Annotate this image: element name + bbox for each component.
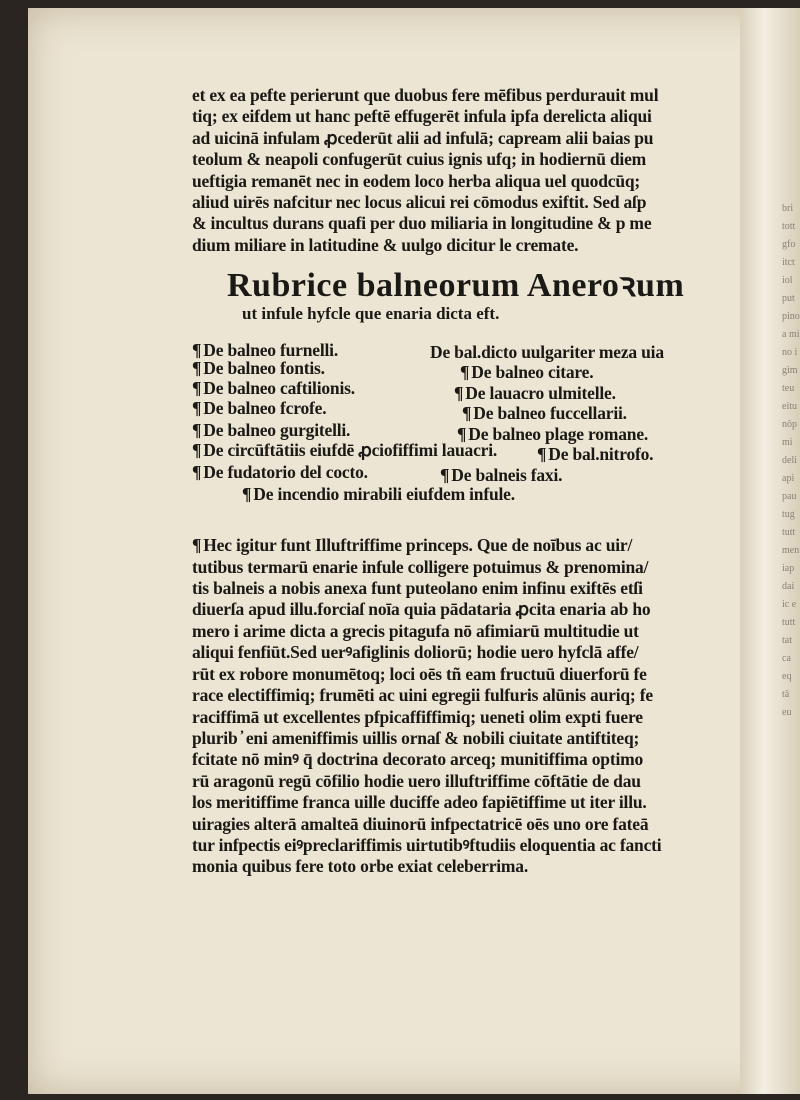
- rubric-item: [192, 358, 325, 378]
- section-subheading: ut infule hyfcle que enaria dicta eft.: [242, 304, 500, 324]
- rubric-label: De fudatorio del cocto.: [203, 462, 368, 483]
- rubric-item: [192, 340, 338, 360]
- margin-fragment: tat: [782, 635, 792, 646]
- body-line: [192, 835, 747, 856]
- rubric-item: [192, 378, 355, 398]
- body-line-text: aliqui fenfiūt.Sed uerꝰafiglinis doliorū; hodie uero hyfclā affe/: [192, 642, 639, 663]
- printed-page: [192, 85, 747, 878]
- pilcrow-mark: ¶: [192, 535, 202, 556]
- margin-fragment: dai: [782, 581, 795, 592]
- rubric-label: De balneo fontis.: [203, 358, 325, 379]
- rubric-item: [454, 383, 616, 403]
- margin-fragment: tā: [782, 689, 790, 700]
- rubric-label: De balneo fuccellarii.: [473, 403, 627, 424]
- intro-line: aliud uirēs nafcitur nec locus alicui rei cōmodus exiftit. Sed aſp: [192, 192, 647, 213]
- body-line-text: race electiffimiq; frumēti ac uini egregii fulfuris alūnis auriq; fe: [192, 685, 653, 706]
- adjacent-page-fragments: [782, 200, 798, 1060]
- intro-line: ad uicinā infulam ꝓcederūt alii ad infulā; capream alii baias pu: [192, 127, 654, 148]
- body-line: [192, 642, 747, 663]
- rubric-label: De balneo caftilionis.: [203, 378, 355, 399]
- intro-line: teolum & neapoli confugerūt cuius ignis ufq; in hodiernū diem: [192, 149, 647, 170]
- body-line-text: tutibus termarū enarie infule colligere potuimus & prenomina/: [192, 556, 649, 577]
- margin-fragment: gfo: [782, 239, 796, 250]
- margin-fragment: no i: [782, 347, 798, 358]
- margin-fragment: iap: [782, 563, 795, 574]
- rubric-label: De lauacro ulmitelle.: [465, 383, 616, 404]
- body-line: [192, 856, 747, 877]
- margin-fragment: a mi: [782, 329, 800, 340]
- rubric-label: De balneo citare.: [471, 362, 594, 383]
- pilcrow-mark: ¶: [242, 484, 252, 505]
- margin-fragment: teu: [782, 383, 795, 394]
- body-line: [192, 749, 747, 770]
- margin-fragment: iol: [782, 275, 793, 286]
- pilcrow-mark: ¶: [460, 362, 470, 383]
- body-line-text: plurib ̓ eni ameniffimis uillis ornaſ & nobili ciuitate antiftiteq;: [192, 727, 640, 748]
- rubric-item: [192, 398, 326, 418]
- margin-fragment: pino: [782, 311, 800, 322]
- rubric-label: De bal.dicto uulgariter meza uia: [430, 342, 664, 363]
- margin-fragment: tutt: [782, 527, 796, 538]
- section-heading: Rubrice balneorum Aneroꝛum: [227, 267, 685, 305]
- body-line-text: raciffimā ut excellentes pfpicaffiffimiq; ueneti olim expti fuere: [192, 706, 643, 727]
- margin-fragment: nōp: [782, 419, 797, 430]
- margin-fragment: eu: [782, 707, 792, 718]
- intro-line: tiq; ex eifdem ut hanc peftē effugerēt infula ipfa derelicta aliqui: [192, 106, 652, 127]
- rubric-item: [192, 440, 497, 460]
- body-line: [192, 621, 747, 642]
- body-line: [192, 728, 747, 749]
- pilcrow-mark: ¶: [192, 420, 202, 441]
- margin-fragment: ic e: [782, 599, 797, 610]
- margin-fragment: pau: [782, 491, 797, 502]
- margin-fragment: mi: [782, 437, 793, 448]
- rubric-item: [192, 462, 368, 482]
- rubric-item: [537, 444, 653, 464]
- pilcrow-mark: ¶: [192, 358, 202, 379]
- rubric-item: [242, 484, 515, 504]
- rubric-item: [460, 362, 593, 382]
- body-line: [192, 664, 747, 685]
- body-line: [192, 814, 747, 835]
- body-line-text: tur infpectis eiꝰpreclariffimis uirtutibꝰftudiis eloquentia ac fancti: [192, 834, 662, 855]
- intro-line: ueftigia remanēt nec in eodem loco herba aliqua uel quodcūq;: [192, 170, 641, 191]
- margin-fragment: ca: [782, 653, 791, 664]
- margin-fragment: eq: [782, 671, 792, 682]
- pilcrow-mark: ¶: [457, 424, 467, 445]
- body-line-text: monia quibus fere toto orbe exiat celeberrima.: [192, 856, 529, 877]
- margin-fragment: men: [782, 545, 800, 556]
- rubric-list: [192, 340, 747, 535]
- body-line-text: rūt ex robore monumētoq; loci oēs tñ eam fructuū diuerforū fe: [192, 663, 647, 684]
- body-line-text: mero i arime dicta a grecis pitagufa nō afimiarū multitudie ut: [192, 620, 639, 641]
- body-line-text: fcitate nō minꝰ q̄ doctrina decorato arceq; munitiffima optimo: [192, 749, 644, 770]
- intro-paragraph: [192, 85, 747, 256]
- rubric-item: [430, 342, 664, 362]
- body-line: [192, 707, 747, 728]
- rubric-label: De balneo gurgitelli.: [203, 420, 351, 441]
- pilcrow-mark: ¶: [454, 383, 464, 404]
- body-line: [192, 578, 747, 599]
- intro-line: et ex ea pefte perierunt que duobus fere mēfibus perdurauit mul: [192, 85, 659, 105]
- body-line: [192, 599, 747, 620]
- body-line: [192, 792, 747, 813]
- pilcrow-mark: ¶: [192, 398, 202, 419]
- pilcrow-mark: ¶: [440, 465, 450, 486]
- margin-fragment: tug: [782, 509, 795, 520]
- margin-fragment: tott: [782, 221, 796, 232]
- rubric-label: De balneo fcrofe.: [203, 398, 327, 419]
- pilcrow-mark: ¶: [192, 340, 202, 361]
- pilcrow-mark: ¶: [192, 440, 202, 461]
- rubric-item: [440, 465, 562, 485]
- rubric-label: De balneis faxi.: [451, 465, 563, 486]
- body-line-text: rū aragonū regū cōfilio hodie uero illuftriffime cōftātie de dau: [192, 770, 641, 791]
- pilcrow-mark: ¶: [462, 403, 472, 424]
- body-line: [192, 535, 747, 556]
- margin-fragment: put: [782, 293, 795, 304]
- rubric-item: [462, 403, 627, 423]
- body-line-text: Hec igitur funt Illuftriffime princeps. Que de noībus ac uir/: [203, 535, 633, 556]
- rubric-label: De balneo furnelli.: [203, 340, 339, 361]
- pilcrow-mark: ¶: [192, 462, 202, 483]
- margin-fragment: itct: [782, 257, 795, 268]
- pilcrow-mark: ¶: [537, 444, 547, 465]
- margin-fragment: api: [782, 473, 795, 484]
- body-line: [192, 557, 747, 578]
- body-line: [192, 685, 747, 706]
- body-line-text: diuerſa apud illu.forciaſ noīa quia pādataria ꝓcita enaria ab ho: [192, 599, 651, 620]
- intro-line: & incultus durans quafi per duo miliaria in longitudine & p me: [192, 213, 652, 234]
- body-line-text: los meritiffime franca uille duciffe adeo fapiētiffime ut iter illu.: [192, 792, 647, 813]
- rubric-item: [192, 420, 350, 440]
- body-line-text: uiragies alterā amalteā diuinorū infpectatricē oēs uno ore fateā: [192, 813, 649, 834]
- rubric-label: De circūftātiis eiufdē ꝓciofiffimi lauacri.: [203, 440, 498, 461]
- rubric-label: De balneo plage romane.: [468, 424, 649, 445]
- margin-fragment: tutt: [782, 617, 796, 628]
- body-line: [192, 771, 747, 792]
- intro-line: dium miliare in latitudine & uulgo dicitur le cremate.: [192, 234, 579, 255]
- margin-fragment: eitu: [782, 401, 797, 412]
- rubric-label: De bal.nitrofo.: [548, 444, 654, 465]
- margin-fragment: gim: [782, 365, 798, 376]
- body-paragraph: [192, 535, 747, 878]
- margin-fragment: bri: [782, 203, 794, 214]
- body-line-text: tis balneis a nobis anexa funt puteolano enim infinu exiftēs etſi: [192, 578, 643, 599]
- rubric-label: De incendio mirabili eiufdem infule.: [253, 484, 515, 505]
- margin-fragment: deli: [782, 455, 797, 466]
- pilcrow-mark: ¶: [192, 378, 202, 399]
